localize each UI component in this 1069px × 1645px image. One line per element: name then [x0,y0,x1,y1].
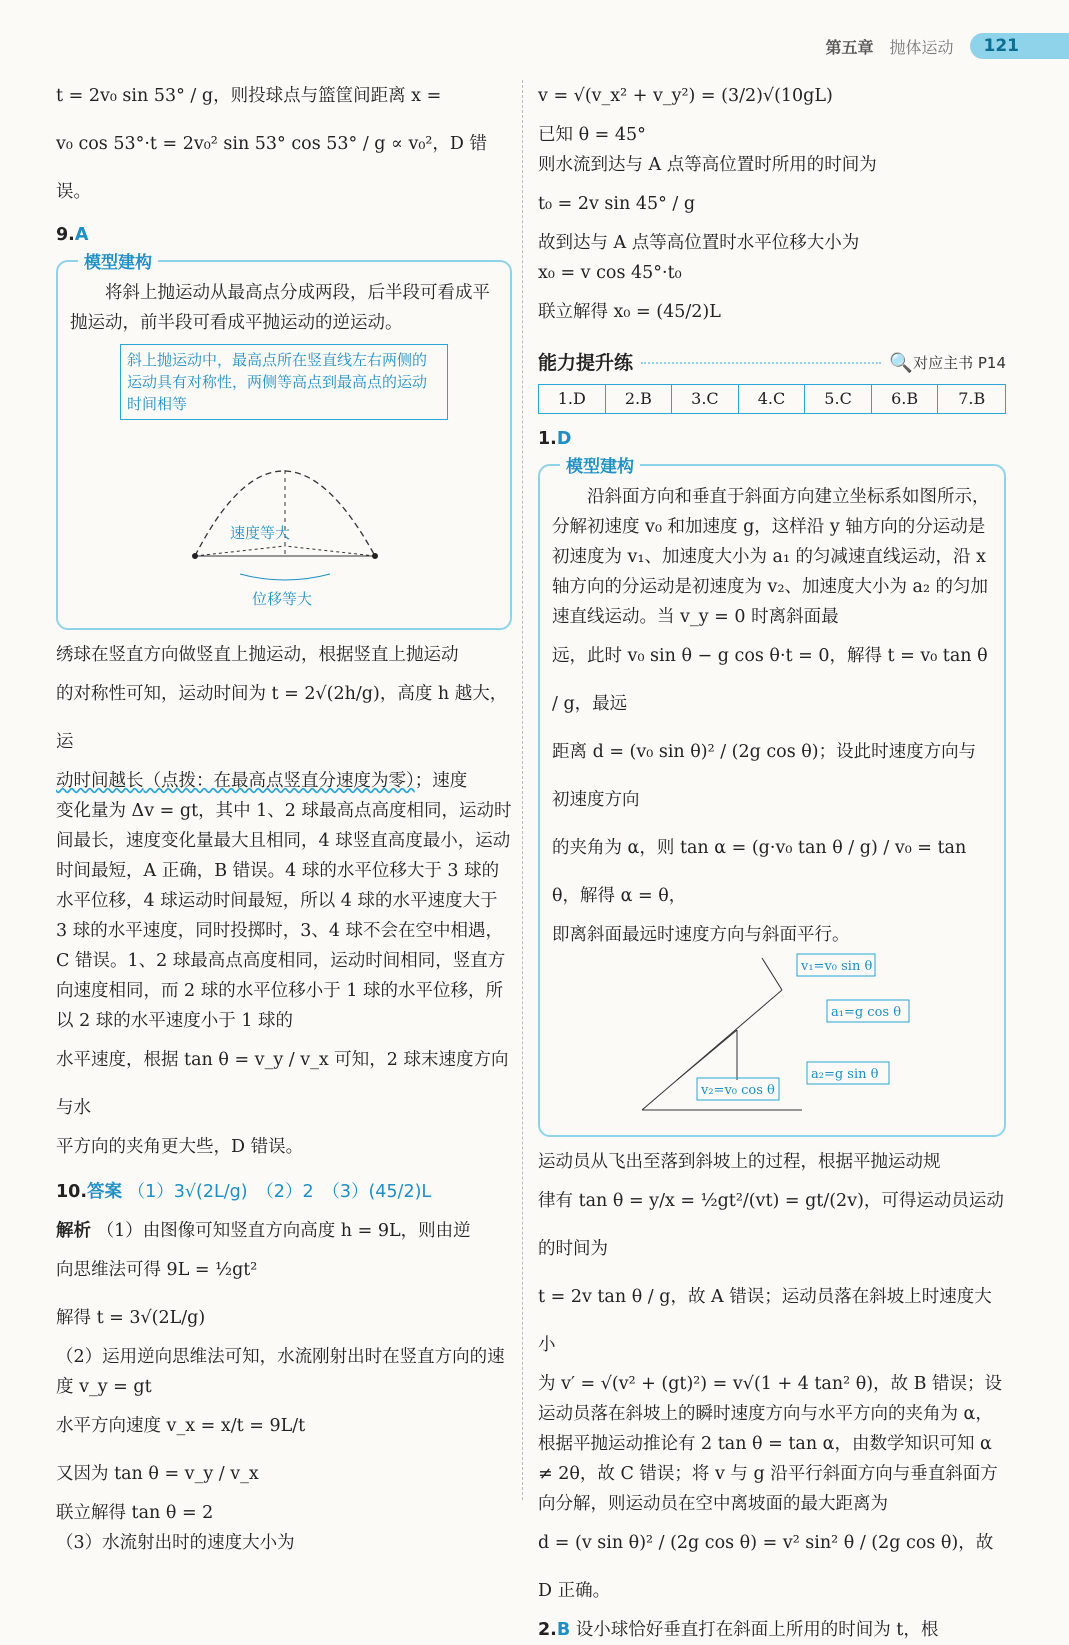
model-right-1: 沿斜面方向和垂直于斜面方向建立坐标系如图所示，分解初速度 v₀ 和加速度 g，这样沿 y 轴方向的分运动是初速度为 v₁、加速度大小为 a₁ 的匀减速直线运动，沿 x 轴方向的分运动是初速度为 v₂、加速度大小为 a₂ 的匀加速直线运动。当 v_y = 0 时离斜面最 [552,482,992,632]
right-column [538,72,1006,1645]
q9-hint: （点拨：在最高点竖直分速度为零） [144,771,415,791]
model-tag-left: 模型建构 [78,248,158,278]
disp-equal-label: 位移等大 [252,590,312,608]
a1-label: a₁=g cos θ [831,1005,901,1020]
q1-p3: t = 2v tan θ / g，故 A 错误；运动员落在斜坡上时速度大小 [538,1273,1006,1369]
q1-heading [538,424,1006,454]
q9-p3c: ；速度 [415,771,468,791]
model-right-4: 的夹角为 α，则 tan α = (g·v₀ tan θ / g) / v₀ = tan θ，解得 α = θ， [552,824,992,920]
v1-label: v₁=v₀ sin θ [800,959,872,974]
q2-text: 设小球恰好垂直打在斜面上所用的时间为 t，根 [576,1620,939,1640]
q9-p4: 变化量为 Δv = gt，其中 1、2 球最高点高度相同，运动时间最长，速度变化量最大且相同，4 球竖直高度最小，运动时间最短，A 正确，B 错误。4 球的水平位移大于 3 球的水平位移，4 球运动时间最短，所以 4 球的水平速度大于 3 球的水平速度，同时投掷时，3、4 球不会在空中相遇，C 错误。1、2 球最高点高度相同，运动时间相同，竖直方向速度相同，而 2 球的水平位移小于 1 球的水平位移，所以 2 球的水平速度小于 1 球的 [56,796,512,1036]
q10-answer-label: 答案 [87,1182,122,1202]
column-divider [522,80,523,1500]
r5: 故到达与 A 点等高位置时水平位移大小为 [538,228,1006,258]
q1-p5: d = (v sin θ)² / (2g cos θ) = v² sin² θ / (2g cos θ)，故 D 正确。 [538,1519,1006,1615]
q2-answer: B [557,1620,570,1640]
right-point [372,553,378,559]
q10-a6: 又因为 tan θ = v_y / v_x [56,1450,512,1498]
left-point [192,553,198,559]
section-rule [641,362,881,364]
q9-number: 9. [56,225,75,245]
q1-p1: 运动员从飞出至落到斜坡上的过程，根据平抛运动规 [538,1147,1006,1177]
chapter-label: 第五章 [825,35,873,58]
brace [240,574,330,580]
v0-vector [677,1030,737,1080]
search-icon: 🔍 [889,348,913,378]
speed-equal-label: 速度等大 [230,524,290,542]
r3: 则水流到达与 A 点等高位置时所用的时间为 [538,150,1006,180]
q9-answer: A [75,225,89,245]
q8-line2: v₀ cos 53°·t = 2v₀² sin 53° cos 53° / g ∝ v₀²，D 错误。 [56,120,512,216]
q8-line1: t = 2v₀ sin 53° / g，则投球点与篮筐间距离 x = [56,72,512,120]
q10-a4: （2）运用逆向思维法可知，水流刚射出时在竖直方向的速度 v_y = gt [56,1342,512,1402]
analysis-label: 解析 [56,1221,91,1241]
answer-cell: 6.B [872,385,939,413]
q10-number: 10. [56,1182,87,1202]
q10-heading [56,1168,512,1216]
a2-label: a₂=g sin θ [811,1067,879,1082]
model-right-5: 即离斜面最远时速度方向与斜面平行。 [552,920,992,950]
model-text-left: 将斜上抛运动从最高点分成两段，后半段可看成平抛运动，前半段可看成平抛运动的逆运动。 [70,278,498,338]
section-ref: 对应主书 P14 [913,348,1006,378]
q9-p5: 水平速度，根据 tan θ = v_y / v_x 可知，2 球末速度方向与水 [56,1036,512,1132]
q1-p2: 律有 tan θ = y/x = ½gt²/(vt) = gt/(2v)，可得运动员运动的时间为 [538,1177,1006,1273]
q9-p2: 的对称性可知，运动时间为 t = 2√(2h/g)，高度 h 越大，运 [56,670,512,766]
r1: v = √(v_x² + v_y²) = (3/2)√(10gL) [538,72,1006,120]
left-disp [195,546,285,556]
answer-cell: 5.C [805,385,872,413]
q10-a7: 联立解得 tan θ = 2 [56,1498,512,1528]
q10-analysis-line1 [56,1216,512,1246]
chapter-title: 抛体运动 [889,35,953,58]
symmetry-note: 斜上抛运动中，最高点所在竖直线左右两侧的运动具有对称性，两侧等高点到最高点的运动时间相等 [120,344,448,420]
q10-a5: 水平方向速度 v_x = x/t = 9L/t [56,1402,512,1450]
y-axis [762,958,782,990]
q10-answer: （1）3√(2L/g) （2）2 （3）(45/2)L [128,1182,432,1202]
answer-cell: 2.B [606,385,673,413]
q1-number: 1. [538,429,557,449]
model-right-3: 距离 d = (v₀ sin θ)² / (2g cos θ)；设此时速度方向与初速度方向 [552,728,992,824]
section-title: 能力提升练 [538,348,633,378]
answer-table [538,384,1006,414]
q9-p3 [56,766,512,796]
section-header [538,348,1006,378]
answer-cell: 1.D [539,385,606,413]
q2-line [538,1615,1006,1645]
q10-a3: 解得 t = 3√(2L/g) [56,1294,512,1342]
model-right-2: 远，此时 v₀ sin θ − g cos θ·t = 0，解得 t = v₀ tan θ / g，最远 [552,632,992,728]
model-box-right [538,464,1006,1137]
model-box-left [56,260,512,630]
r7: 联立解得 x₀ = (45/2)L [538,288,1006,336]
projectile-diagram [70,426,500,616]
q2-number: 2. [538,1620,557,1640]
q10-a2: 向思维法可得 9L = ½gt² [56,1246,512,1294]
q10-a8: （3）水流射出时的速度大小为 [56,1528,512,1558]
answer-cell: 3.C [672,385,739,413]
r4: t₀ = 2v sin 45° / g [538,180,1006,228]
incline-diagram [552,950,992,1115]
page-header [825,32,1069,60]
q9-p3a: 动时间越长 [56,771,144,791]
answer-cell: 4.C [739,385,806,413]
r6: x₀ = v cos 45°·t₀ [538,258,1006,288]
right-disp [285,546,375,556]
q1-p4: 为 v′ = √(v² + (gt)²) = v√(1 + 4 tan² θ)，故 B 错误；设运动员落在斜坡上的瞬时速度方向与水平方向的夹角为 α，根据平抛运动推论有 2 tan θ = tan α，由数学知识可知 α ≠ 2θ，故 C 错误；将 v 与 g 沿平行斜面方向与垂直斜面方向分解，则运动员在空中离坡面的最大距离为 [538,1369,1006,1519]
v2-label: v₂=v₀ cos θ [700,1083,775,1098]
r2: 已知 θ = 45° [538,120,1006,150]
q1-answer: D [557,429,572,449]
answer-cell: 7.B [938,385,1005,413]
q9-heading [56,220,512,250]
left-column [56,72,512,1558]
q9-p1: 绣球在竖直方向做竖直上抛运动，根据竖直上抛运动 [56,640,512,670]
q10-a1: （1）由图像可知竖直方向高度 h = 9L，则由逆 [97,1221,471,1241]
model-tag-right: 模型建构 [560,452,640,482]
page-number: 121 [970,33,1069,59]
q9-p6: 平方向的夹角更大些，D 错误。 [56,1132,512,1162]
